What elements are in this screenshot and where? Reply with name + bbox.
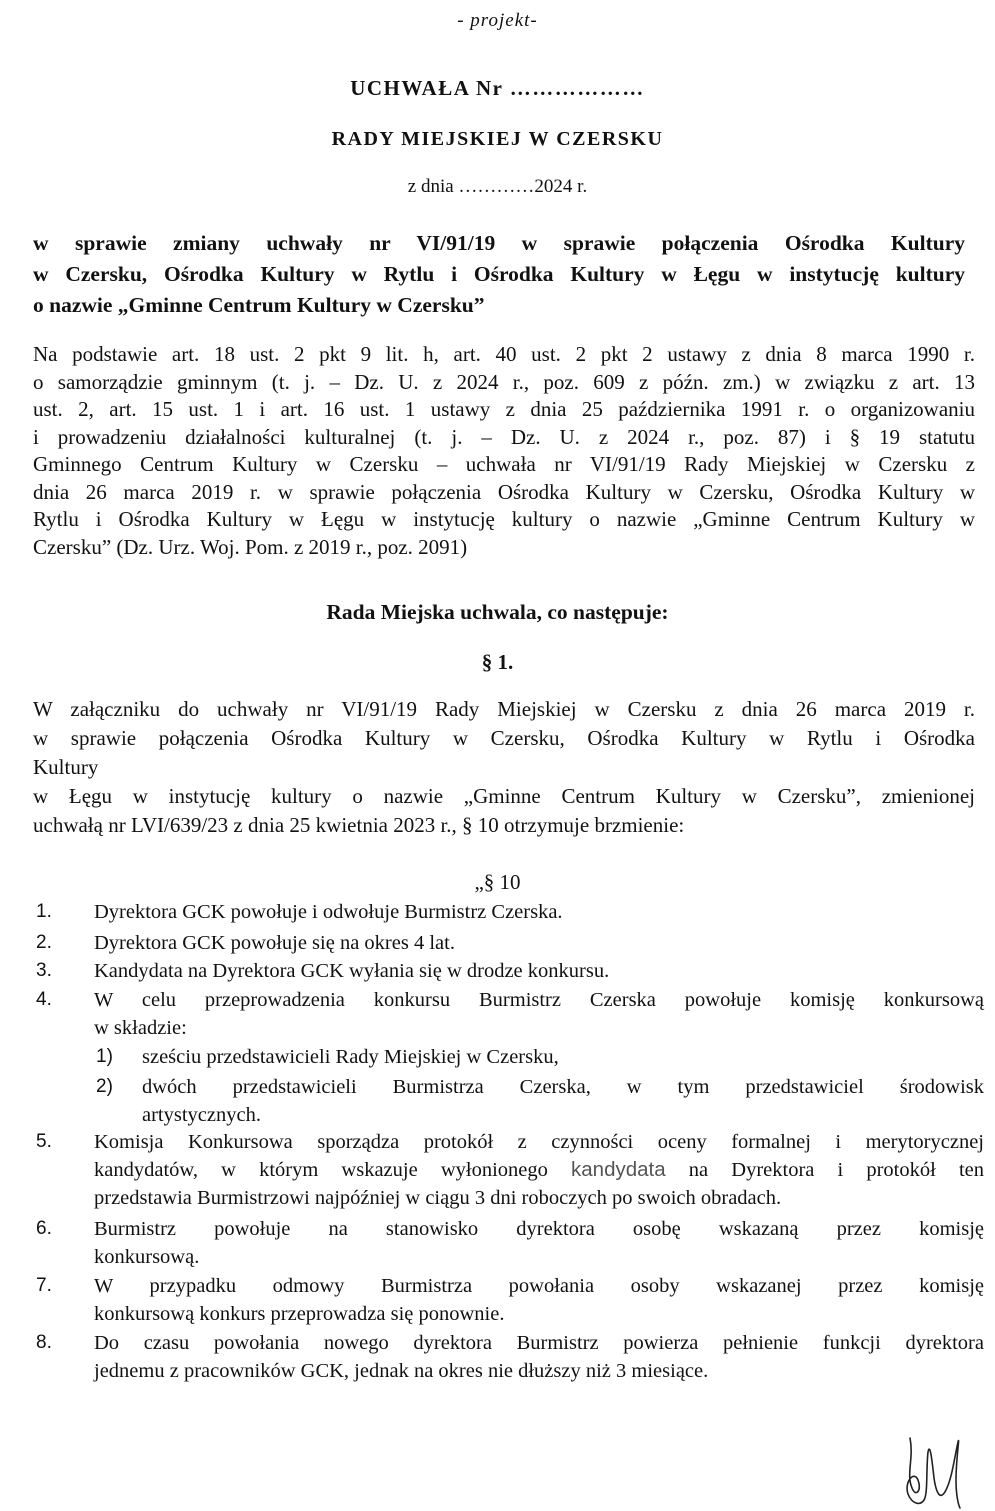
subject-line: w sprawie zmiany uchwały nr VI/91/19 w sprawie połączenia Ośrodka Kultury: [33, 231, 965, 255]
list-text: na Dyrektora i protokół ten: [688, 1159, 984, 1181]
list-number: 6.: [36, 1218, 52, 1239]
list-text: Kandydata na Dyrektora GCK wyłania się w drodze konkursu.: [94, 960, 610, 982]
section-1-line: w sprawie połączenia Ośrodka Kultury w Czersku, Ośrodka Kultury w Rytlu i Ośrodka: [33, 726, 975, 750]
section-1-heading: § 1.: [481, 650, 514, 674]
list-number: 3.: [36, 960, 52, 981]
highlighted-word: kandydata: [571, 1158, 666, 1181]
list-number: 2.: [36, 932, 52, 953]
list-text: Burmistrz powołuje na stanowisko dyrektora osobę wskazaną przez komisję: [94, 1218, 984, 1240]
draft-label: - projekt-: [457, 10, 538, 31]
list-text: przedstawia Burmistrzowi najpóźniej w ciągu 3 dni roboczych po swoich obradach.: [94, 1187, 782, 1209]
handwritten-signature: [896, 1430, 976, 1510]
basis-line: Gminnego Centrum Kultury w Czersku – uchwała nr VI/91/19 Rady Miejskiej w Czersku z: [33, 452, 975, 476]
resolution-number: UCHWAŁA Nr ………………: [350, 76, 645, 100]
list-text: Do czasu powołania nowego dyrektora Burmistrz powierza pełnienie funkcji dyrektora: [94, 1332, 984, 1354]
basis-line: o samorządzie gminnym (t. j. – Dz. U. z 2024 r., poz. 609 z późn. zm.) w związku z art. 13: [33, 369, 975, 394]
sub-list-text: sześciu przedstawicieli Rady Miejskiej w Czersku,: [142, 1046, 559, 1068]
list-number: 4.: [36, 989, 52, 1010]
list-number: 5.: [36, 1131, 52, 1152]
list-text: W celu przeprowadzenia konkursu Burmistrz Czerska powołuje komisję konkursową: [94, 989, 984, 1011]
section-1-line: uchwałą nr LVI/639/23 z dnia 25 kwietnia 2023 r., § 10 otrzymuje brzmienie:: [33, 813, 685, 837]
legal-basis: [33, 341, 975, 561]
basis-line: ust. 2, art. 15 ust. 1 i art. 16 ust. 1 ustawy z dnia 25 października 1991 r. o organizowaniu: [33, 397, 975, 421]
resolution-date: z dnia …………2024 r.: [407, 176, 588, 197]
basis-line: dnia 26 marca 2019 r. w sprawie połączenia Ośrodka Kultury w Czersku, Ośrodka Kultury w: [33, 479, 975, 504]
section-1-line: W załączniku do uchwały nr VI/91/19 Rady Miejskiej w Czersku z dnia 26 marca 2019 r.: [33, 697, 975, 721]
sub-list-number: 2): [96, 1076, 113, 1097]
basis-line: Czersku” (Dz. Urz. Woj. Pom. z 2019 r., poz. 2091): [33, 534, 468, 559]
list-text: Komisja Konkursowa sporządza protokół z czynności oceny formalnej i merytorycznej: [94, 1131, 984, 1153]
list-text: Dyrektora GCK powołuje i odwołuje Burmistrz Czerska.: [94, 901, 563, 923]
sub-list-text: artystycznych.: [142, 1104, 261, 1126]
list-text: kandydatów, w którym wskazuje wyłonionego: [94, 1159, 548, 1181]
sub-list-number: 1): [96, 1046, 113, 1067]
list-number: 8.: [36, 1332, 52, 1353]
council-name: RADY MIEJSKIEJ W CZERSKU: [331, 128, 664, 150]
list-number: 7.: [36, 1275, 52, 1296]
subject-line: w Czersku, Ośrodka Kultury w Rytlu i Ośrodka Kultury w Łęgu w instytucję kultury: [33, 262, 965, 286]
list-text: Dyrektora GCK powołuje się na okres 4 lat.: [94, 932, 455, 954]
section-1-line: Kultury: [33, 755, 99, 779]
subject-line: o nazwie „Gminne Centrum Kultury w Czersku”: [33, 293, 485, 317]
resolution-clause: Rada Miejska uchwala, co następuje:: [326, 600, 669, 624]
list-text: konkursową konkurs przeprowadza się ponownie.: [94, 1303, 505, 1325]
basis-line: Na podstawie art. 18 ust. 2 pkt 9 lit. h, art. 40 ust. 2 pkt 2 ustawy z dnia 8 marca 1990 r.: [33, 342, 975, 366]
section-10-heading: „§ 10: [474, 870, 521, 894]
section-1-body: [33, 695, 975, 840]
basis-line: i prowadzeniu działalności kulturalnej (t. j. – Dz. U. z 2024 r., poz. 87) i § 19 statutu: [33, 424, 975, 449]
list-text: W przypadku odmowy Burmistrza powołania osoby wskazanej przez komisję: [94, 1275, 984, 1297]
list-number: 1.: [36, 901, 52, 922]
sub-list-text: dwóch przedstawicieli Burmistrza Czerska, w tym przedstawiciel środowisk: [142, 1076, 984, 1098]
basis-line: Rytlu i Ośrodka Kultury w Łęgu w instytucję kultury o nazwie „Gminne Centrum Kultury w: [33, 507, 975, 531]
list-text-mixed: [94, 1156, 984, 1184]
list-text: w składzie:: [94, 1017, 187, 1039]
list-text: konkursową.: [94, 1246, 200, 1268]
resolution-subject: [33, 228, 965, 321]
list-text: jednemu z pracowników GCK, jednak na okres nie dłuższy niż 3 miesiące.: [94, 1360, 709, 1382]
section-1-line: w Łęgu w instytucję kultury o nazwie „Gminne Centrum Kultury w Czersku”, zmienionej: [33, 784, 975, 808]
